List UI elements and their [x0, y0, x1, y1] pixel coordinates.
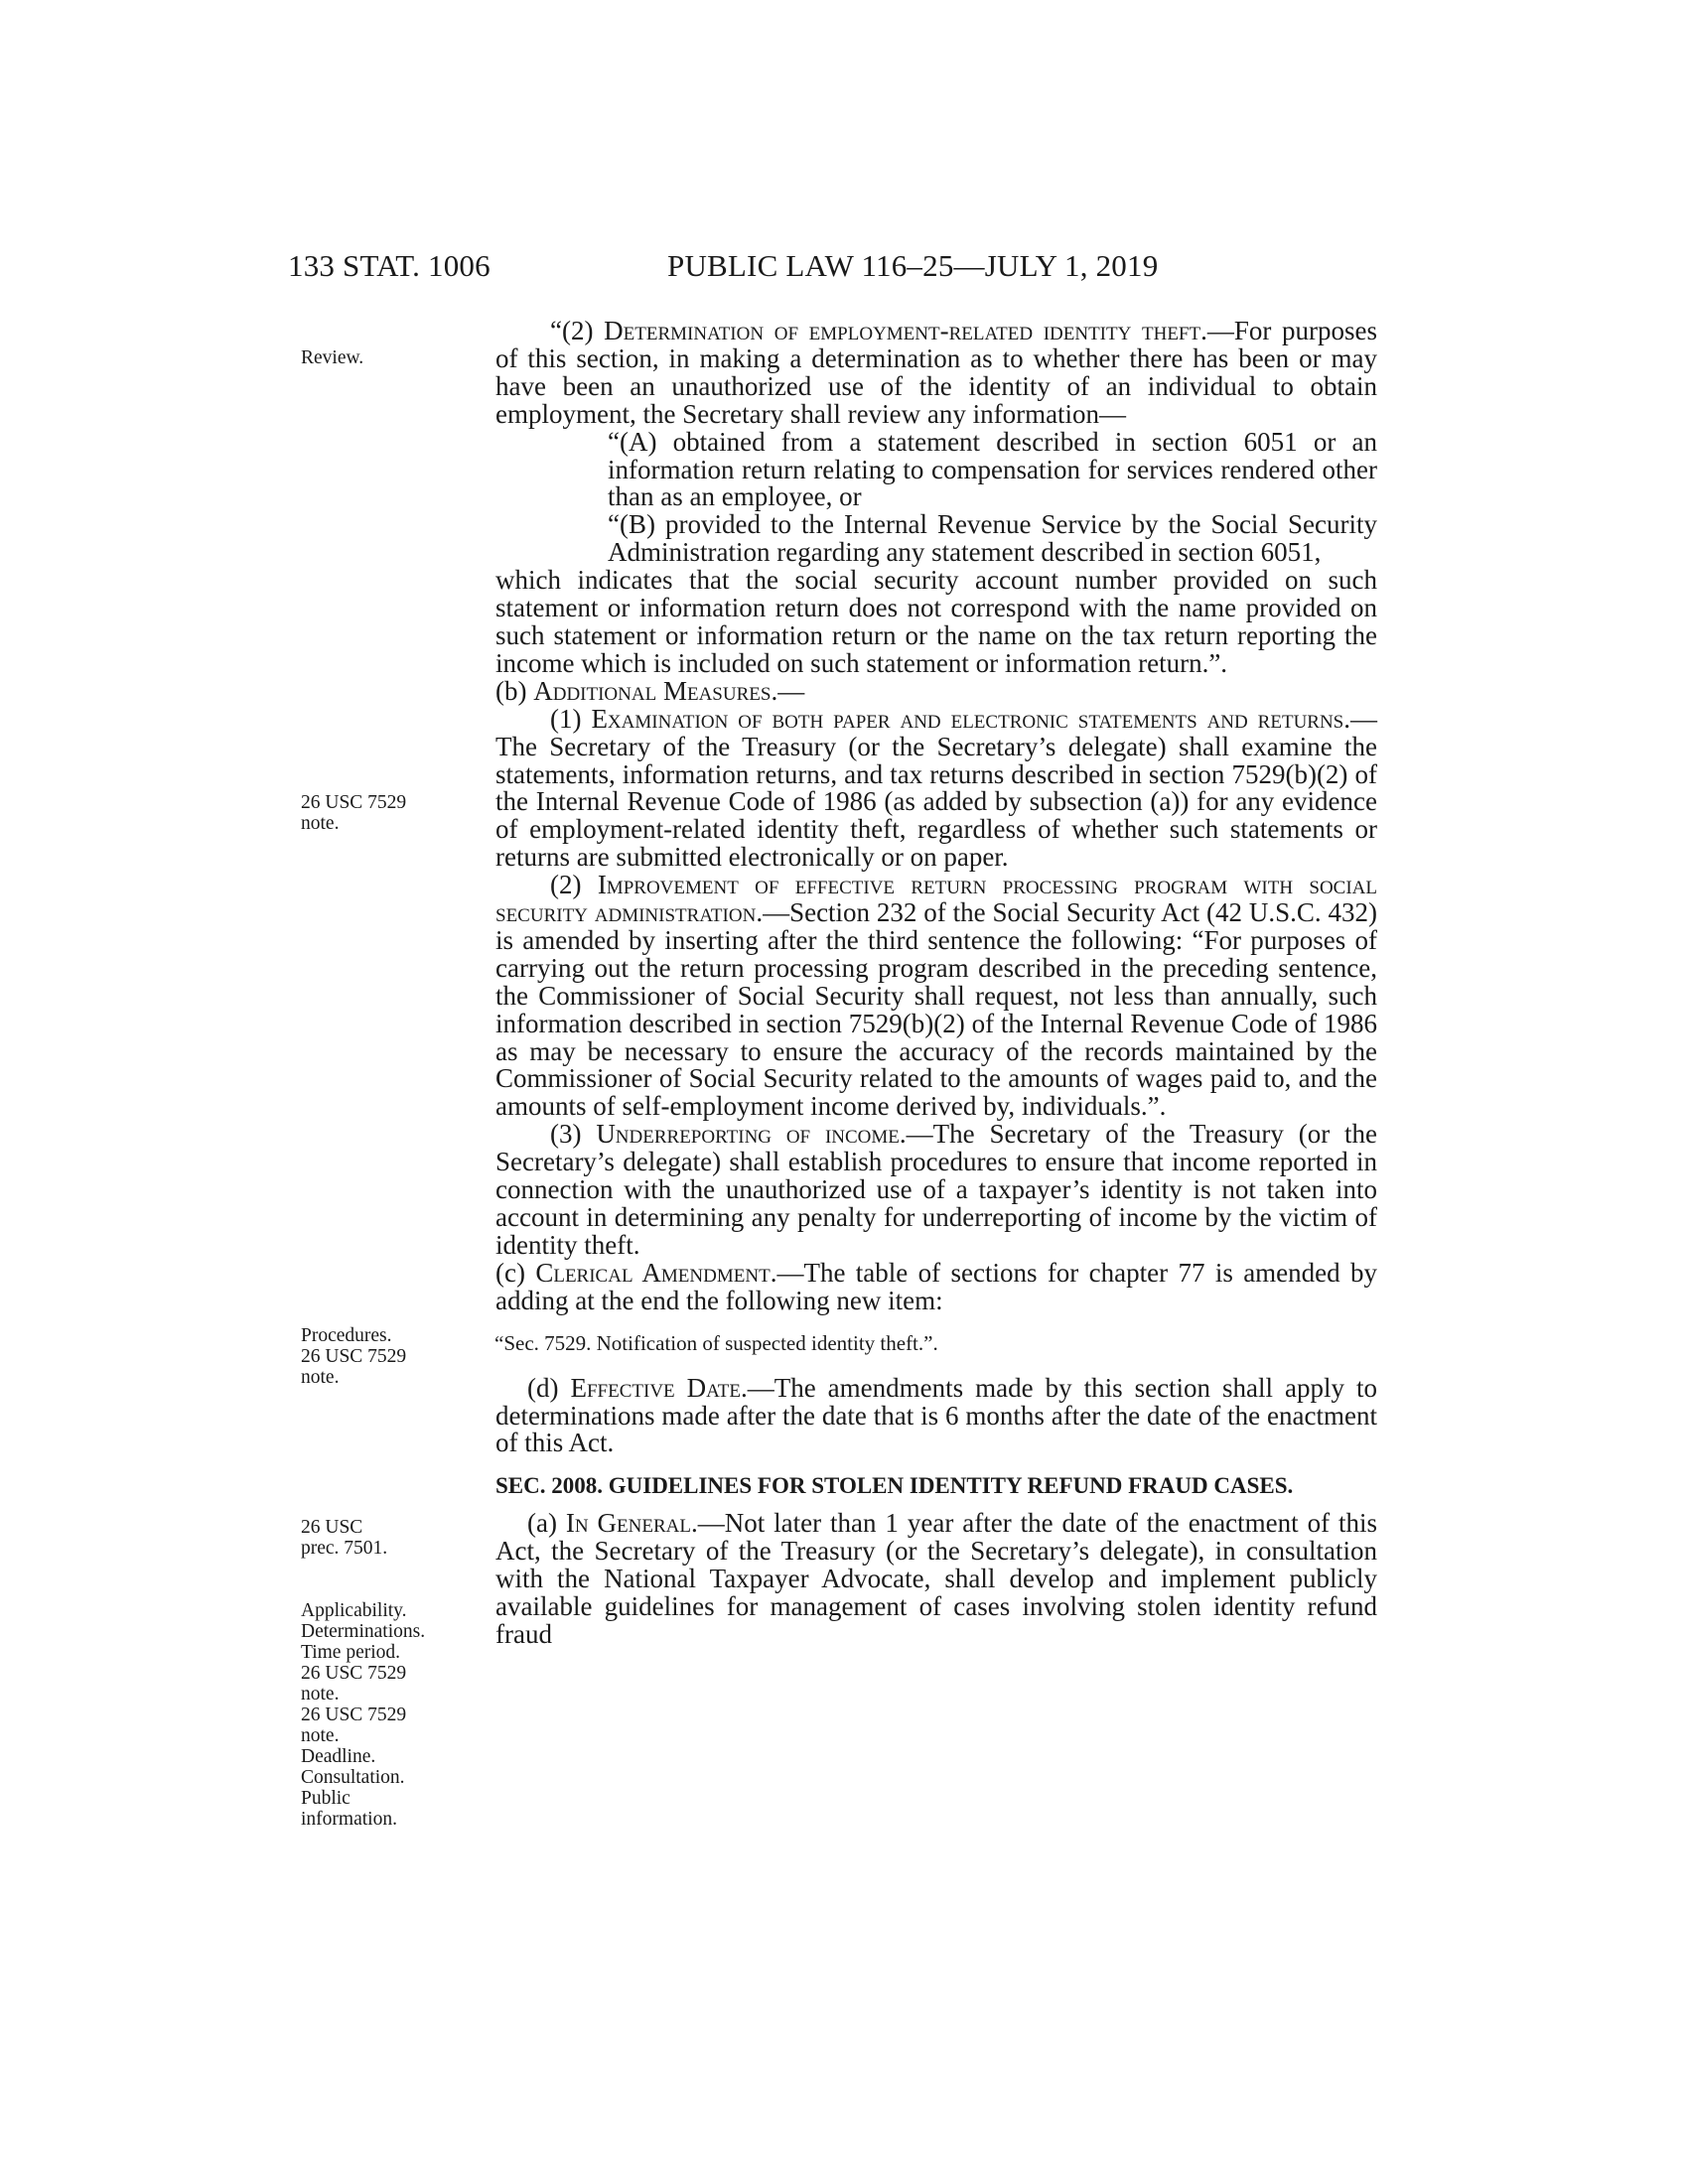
subparagraph-b: “(B) provided to the Internal Revenue Service by the Social Security Administration regarding any statement described in section 6051, [608, 509, 1377, 568]
subsection-a-general: (a) In General.—Not later than 1 year after the date of the enactment of this Act, the Secretary of the Treasury (or the Secretary’s delegate), in consultation with the National Taxpayer Advocate, shall develop and implement publicly available guidelines for management of cases involving stolen identity refund fraud [495, 1508, 1377, 1649]
subsection-d: (d) Effective Date.—The amendments made by this section shall apply to determinations made after the date that is 6 months after the date of the enactment of this Act. [495, 1372, 1377, 1458]
paragraph-improvement: (2) Improvement of effective return processing program with social security administration.—Section 232 of the Social Security Act (42 U.S.C. 432) is amended by inserting after the third sentence the following: “For purposes of carrying out the return processing program described in the preceding sentence, the Commissioner of Social Security shall request, not less than annually, such information described in section 7529(b)(2) of the Internal Revenue Code of 1986 as may be necessary to ensure the accuracy of the records maintained by the Commissioner of Social Security related to the amounts of wages paid to, and the amounts of self-employment income derived by, individuals.”. [495, 870, 1377, 1122]
margin-note-applicability: Applicability. Determinations. Time period. 26 USC 7529 note. 26 USC 7529 note. Deadline. Consultation. Public information. [301, 1600, 426, 1830]
paragraph-heading: Examination of both paper and electronic statements and returns [591, 703, 1344, 734]
section-heading: SEC. 2008. GUIDELINES FOR STOLEN IDENTITY REFUND FRAUD CASES. [495, 1473, 1294, 1499]
running-header-law: PUBLIC LAW 116–25—JULY 1, 2019 [667, 248, 1159, 283]
subsection-heading: Additional Measures [533, 675, 772, 706]
statute-page-number: 133 STAT. 1006 [288, 248, 491, 283]
subsection-heading: Clerical Amendment [535, 1257, 771, 1288]
subsection-heading: In General [565, 1508, 691, 1539]
subsection-b: (b) Additional Measures.— [495, 675, 805, 706]
margin-note-usc-prec-7501: 26 USC prec. 7501. [301, 1517, 388, 1559]
subsection-heading: Effective Date [570, 1372, 741, 1403]
margin-note-review: Review. [301, 347, 364, 368]
paragraph-determination: “(2) Determination of employment-related identity theft.—For purposes of this section, in making a determination as to whether there has been or may have been an unauthorized use of the identity of an individual to obtain employment, the Secretary shall review any information— [495, 316, 1378, 429]
paragraph-examination: (1) Examination of both paper and electronic statements and returns.—The Secretary of the Treasury (or the Secretary’s delegate) shall examine the statements, information returns, and tax returns described in section 7529(b)(2) of the Internal Revenue Code of 1986 (as added by subsection (a)) for any evidence of employment-related identity theft, regardless of whether such statements or returns are submitted electronically or on paper. [495, 703, 1378, 873]
statute-body [495, 318, 1377, 1649]
paragraph-heading: Determination of employment-related identity theft [604, 316, 1201, 345]
table-of-sections-item: “Sec. 7529. Notification of suspected identity theft.”. [494, 1330, 938, 1355]
paragraph-flush-text: which indicates that the social security account number provided on such statement or information return does not correspond with the name provided on such statement or information return or the name on the tax return reporting the income which is included on such statement or information return.”. [495, 565, 1377, 678]
margin-note-usc-7529: 26 USC 7529 note. [301, 792, 407, 834]
margin-note-procedures: Procedures. 26 USC 7529 note. [301, 1325, 407, 1388]
paragraph-heading: Underreporting of income [596, 1119, 900, 1150]
subsection-c: (c) Clerical Amendment.—The table of sections for chapter 77 is amended by adding at the end the following new item: [495, 1257, 1378, 1315]
paragraph-heading: Improvement of effective return processing program with social security administration [495, 870, 1377, 928]
subparagraph-a: “(A) obtained from a statement described in section 6051 or an information return relating to compensation for services rendered other than as an employee, or [608, 426, 1377, 512]
paragraph-underreporting: (3) Underreporting of income.—The Secretary of the Treasury (or the Secretary’s delegate) shall establish procedures to ensure that income reported in connection with the unauthorized use of a taxpayer’s identity is not taken into account in determining any penalty for underreporting of income by the victim of identity theft. [495, 1119, 1377, 1260]
